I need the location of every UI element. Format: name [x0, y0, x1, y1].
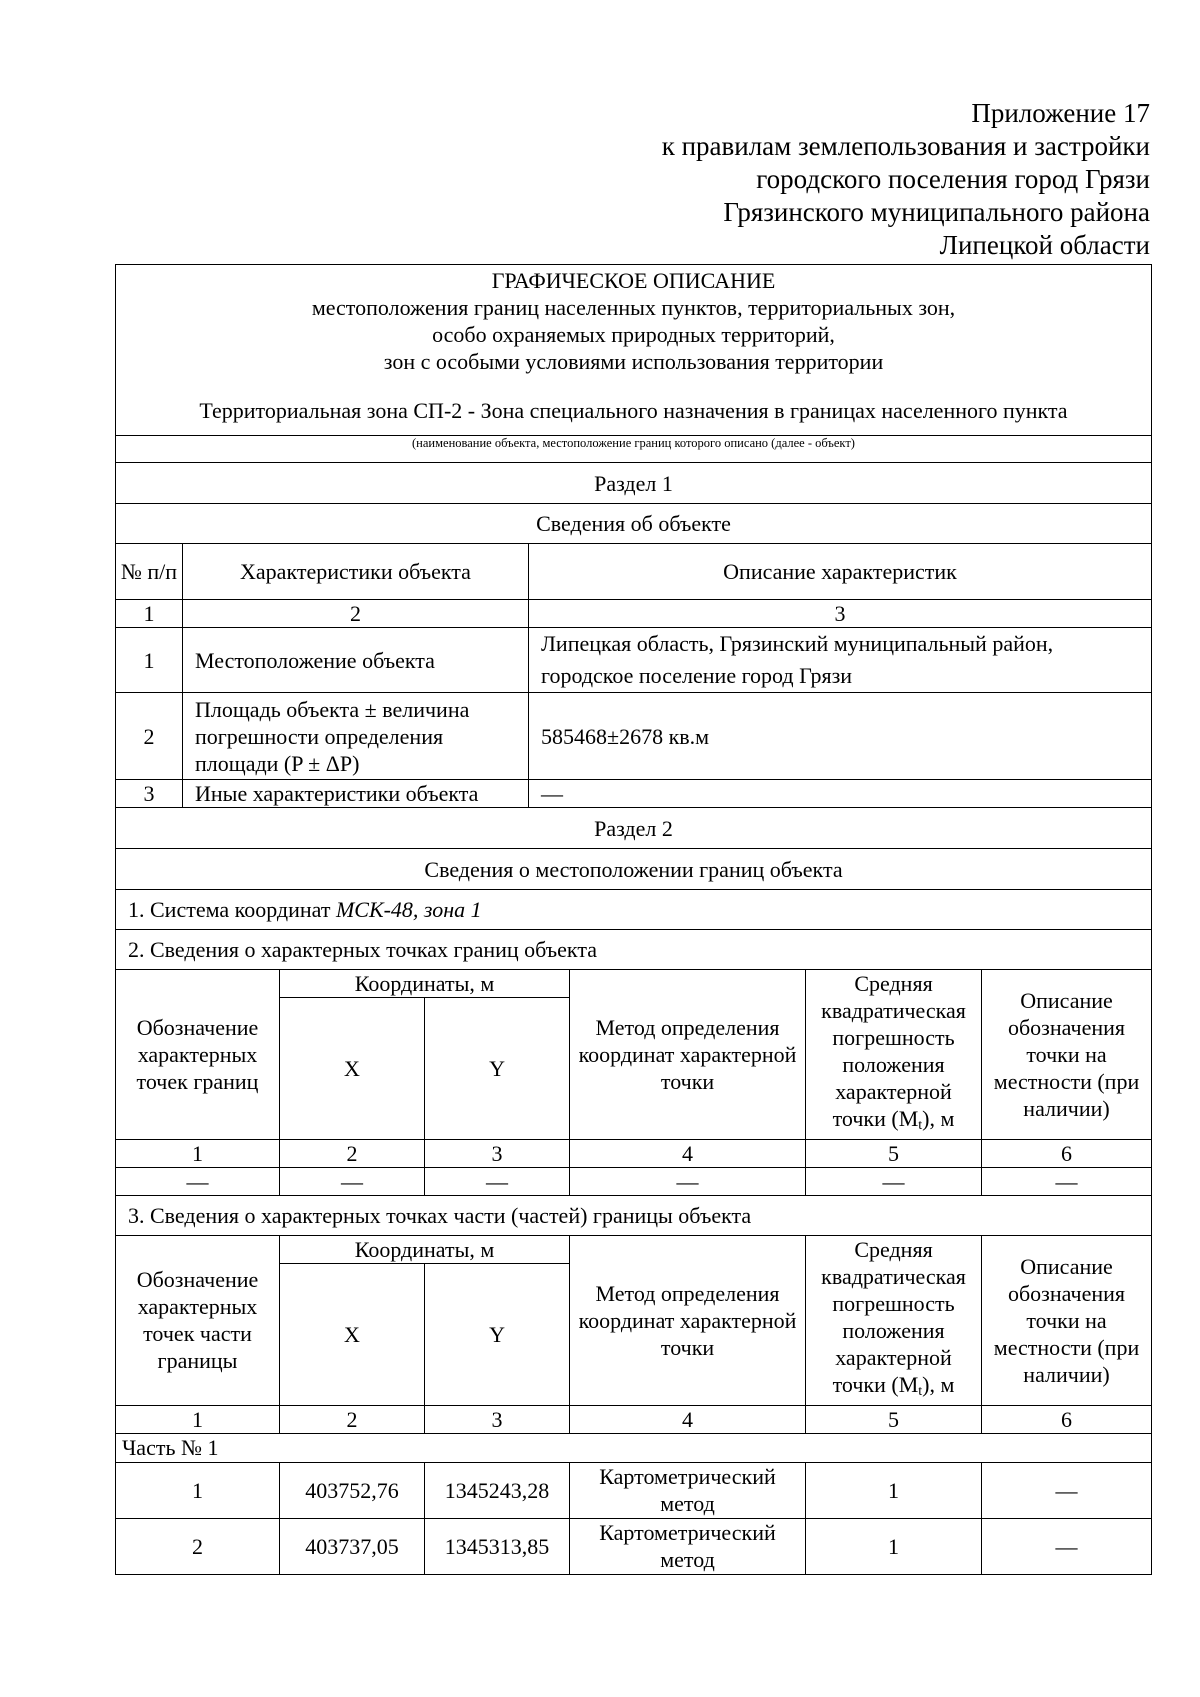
point-method: Картометрический метод [570, 1462, 806, 1518]
idx-cell: 1 [116, 600, 183, 628]
col-designation-header: Обозначение характерных точек границ [116, 969, 280, 1139]
col-coords-header: Координаты, м [280, 969, 570, 997]
points-heading: 2. Сведения о характерных точках границ объекта [116, 930, 1152, 970]
section2-subheading: Сведения о местоположении границ объекта [116, 849, 1152, 890]
row-no: 3 [116, 780, 183, 808]
table-row [116, 1518, 1152, 1574]
empty-cell: — [982, 1167, 1152, 1195]
col-designation-part-header: Обозначение характерных точек части границы [116, 1235, 280, 1405]
col-y-header: Y [425, 1263, 570, 1405]
title-cell [116, 265, 1152, 436]
point-number: 2 [116, 1518, 280, 1574]
idx-cell: 2 [280, 1405, 425, 1433]
coord-system-prefix: 1. Система координат [128, 897, 336, 922]
document-frame [115, 264, 1152, 1575]
table-row [116, 780, 1152, 808]
row-char: Площадь объекта ± величина погрешности определения площади (P ± ΔP) [183, 693, 529, 780]
idx-cell: 3 [529, 600, 1152, 628]
col-descr-header: Описание обозначения точки на местности (при наличии) [982, 1235, 1152, 1405]
col-x-header: X [280, 997, 425, 1139]
row-char: Местоположение объекта [183, 628, 529, 693]
point-x: 403737,05 [280, 1518, 425, 1574]
appendix-number: Приложение 17 [971, 98, 1150, 128]
row-no: 1 [116, 628, 183, 693]
idx-cell: 1 [116, 1139, 280, 1167]
appendix-line-3: городского поселения город Грязи [756, 164, 1150, 194]
idx-cell: 6 [982, 1405, 1152, 1433]
col-method-header: Метод определения координат характерной точки [570, 969, 806, 1139]
point-descr: — [982, 1518, 1152, 1574]
section1-heading: Раздел 1 [116, 463, 1152, 504]
empty-cell: — [806, 1167, 982, 1195]
empty-cell: — [280, 1167, 425, 1195]
idx-cell: 4 [570, 1405, 806, 1433]
col-y-header: Y [425, 997, 570, 1139]
point-y: 1345313,85 [425, 1518, 570, 1574]
empty-cell: — [570, 1167, 806, 1195]
col-x-header: X [280, 1263, 425, 1405]
col-no-header: № п/п [116, 544, 183, 600]
empty-cell: — [425, 1167, 570, 1195]
col-desc-header: Описание характеристик [529, 544, 1152, 600]
row-no: 2 [116, 693, 183, 780]
doc-subtitle-1: местоположения границ населенных пунктов, территориальных зон, [311, 295, 956, 320]
parts-heading: 3. Сведения о характерных точках части (частей) границы объекта [116, 1195, 1152, 1235]
idx-cell: 3 [425, 1139, 570, 1167]
table-row [116, 1462, 1152, 1518]
idx-cell: 4 [570, 1139, 806, 1167]
col-error-header: Средняя квадратическая погрешность положения характерной точки $(M_t)$, м [806, 969, 982, 1139]
coord-system-value: МСК-48, зона 1 [335, 897, 482, 922]
points-table [115, 969, 1152, 1575]
idx-cell: 1 [116, 1405, 280, 1433]
point-x: 403752,76 [280, 1462, 425, 1518]
coord-system [116, 890, 1152, 930]
point-error: 1 [806, 1518, 982, 1574]
point-descr: — [982, 1462, 1152, 1518]
idx-cell: 6 [982, 1139, 1152, 1167]
doc-title: ГРАФИЧЕСКОЕ ОПИСАНИЕ [491, 268, 776, 293]
idx-cell: 2 [280, 1139, 425, 1167]
idx-cell: 5 [806, 1139, 982, 1167]
section1-subheading: Сведения об объекте [116, 504, 1152, 544]
row-desc: — [529, 780, 1152, 808]
table-row [116, 1167, 1152, 1195]
part-label: Часть № 1 [116, 1433, 1152, 1462]
appendix-line-5: Липецкой области [939, 230, 1150, 260]
appendix-line-4: Грязинского муниципального района [723, 197, 1150, 227]
empty-cell: — [116, 1167, 280, 1195]
idx-cell: 3 [425, 1405, 570, 1433]
zone-name: Территориальная зона СП-2 - Зона специального назначения в границах населенного пункта [199, 398, 1068, 423]
point-error: 1 [806, 1462, 982, 1518]
point-y: 1345243,28 [425, 1462, 570, 1518]
table-row [116, 693, 1152, 780]
idx-cell: 5 [806, 1405, 982, 1433]
section1-table [115, 264, 1152, 970]
col-coords-header: Координаты, м [280, 1235, 570, 1263]
appendix-line-2: к правилам землепользования и застройки [661, 131, 1150, 161]
point-method: Картометрический метод [570, 1518, 806, 1574]
col-descr-header: Описание обозначения точки на местности (при наличии) [982, 969, 1152, 1139]
row-desc: Липецкая область, Грязинский муниципальный район, городское поселение город Грязи [529, 628, 1152, 693]
table-row [116, 628, 1152, 693]
appendix-header [662, 97, 1150, 262]
row-char: Иные характеристики объекта [183, 780, 529, 808]
point-number: 1 [116, 1462, 280, 1518]
col-char-header: Характеристики объекта [183, 544, 529, 600]
col-error-header: Средняя квадратическая погрешность положения характерной точки $(M_t)$, м [806, 1235, 982, 1405]
object-note: (наименование объекта, местоположение границ которого описано (далее - объект) [116, 436, 1152, 463]
idx-cell: 2 [183, 600, 529, 628]
doc-subtitle-3: зон с особыми условиями использования территории [383, 349, 884, 374]
doc-subtitle-2: особо охраняемых природных территорий, [432, 322, 835, 347]
col-method-header: Метод определения координат характерной точки [570, 1235, 806, 1405]
section2-heading: Раздел 2 [116, 808, 1152, 849]
row-desc: 585468±2678 кв.м [529, 693, 1152, 780]
